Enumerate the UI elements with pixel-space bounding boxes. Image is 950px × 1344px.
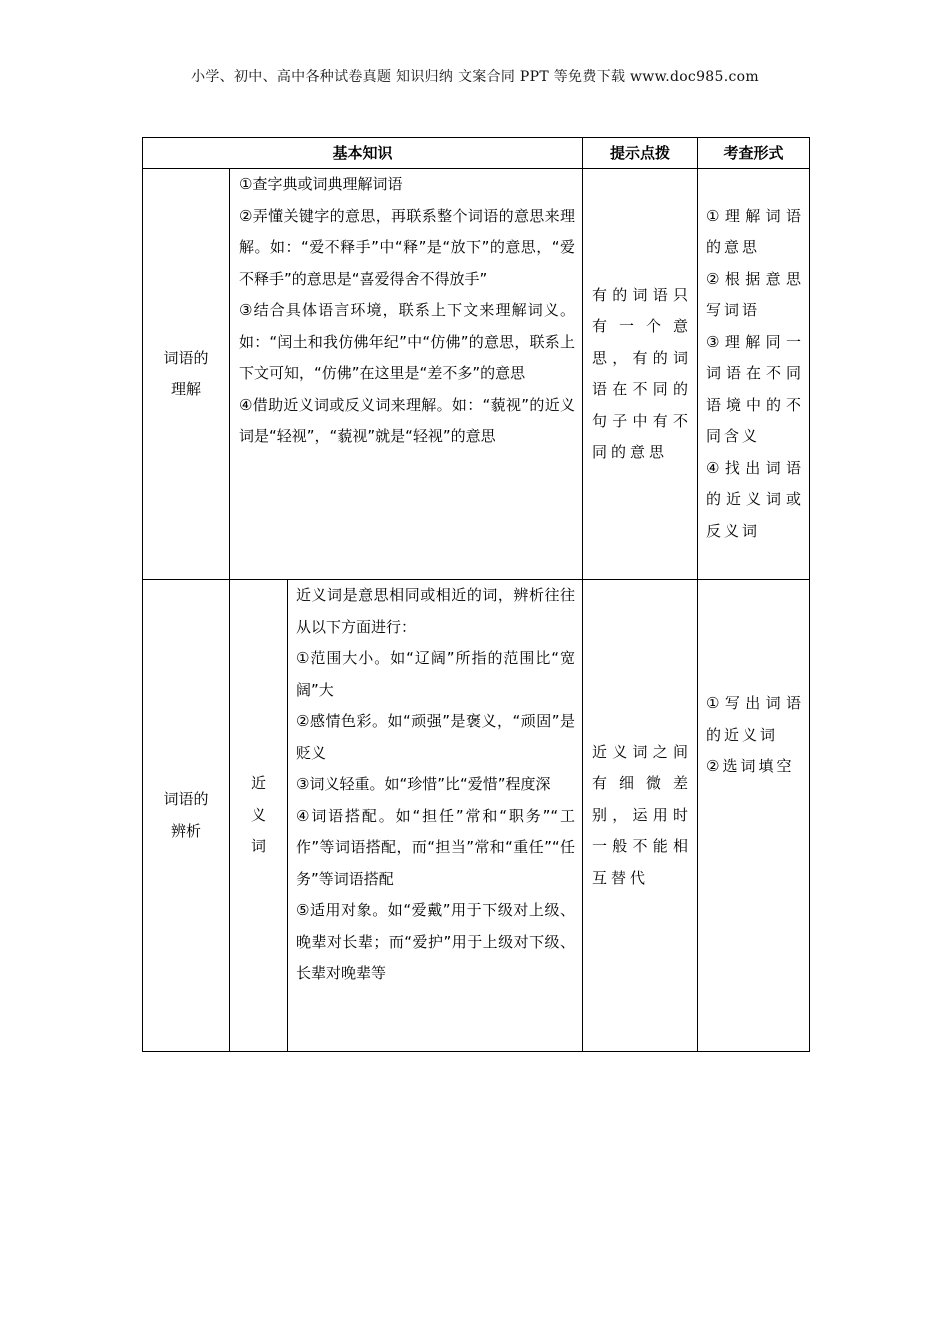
exam-form-cell: [698, 169, 810, 580]
header-tips: 提示点拨: [583, 138, 698, 169]
knowledge-item: ①范围大小。如“辽阔”所指的范围比“宽阔”大: [296, 649, 576, 699]
knowledge-table: [142, 137, 810, 1052]
topic-label-line: 词语的: [163, 348, 209, 367]
knowledge-item: ④词语搭配。如“担任”常和“职务”“工作”等词语搭配，而“担当”常和“重任”“任务”等词语搭配: [296, 806, 576, 888]
tips-text: 有的词语只有一个意思，有的词语在不同的句子中有不同的意思: [592, 285, 693, 461]
exam-form-cell: [698, 580, 810, 1052]
topic-cell: [143, 169, 230, 580]
knowledge-cell: [230, 169, 583, 580]
knowledge-item: ⑤适用对象。如“爱戴”用于下级对上级、晚辈对长辈；而“爱护”用于上级对下级、长辈对晚辈等: [296, 901, 576, 982]
knowledge-cell: [288, 580, 583, 1052]
subtopic-char: 义: [250, 805, 266, 824]
subtopic-char: 近: [250, 774, 266, 793]
topic-label-line: 词语的: [163, 790, 209, 808]
exam-form-item: ②根据意思写词语: [706, 269, 805, 320]
knowledge-item: ③词义轻重。如“珍惜”比“爱惜”程度深: [296, 775, 551, 793]
knowledge-item: 近义词是意思相同或相近的词，辨析往往从以下方面进行：: [296, 586, 576, 636]
knowledge-item: ④借助近义词或反义词来理解。如：“藐视”的近义词是“轻视”，“藐视”就是“轻视”的意思: [239, 395, 576, 445]
subtopic-cell: [230, 580, 288, 1052]
topic-cell: [143, 580, 230, 1052]
header-exam-form: 考查形式: [698, 138, 810, 169]
topic-label-line: 理解: [170, 380, 201, 398]
subtopic-char: 词: [250, 837, 266, 856]
knowledge-item: ③结合具体语言环境，联系上下文来理解词义。如：“闰土和我仿佛年纪”中“仿佛”的意思，联系上下文可知，“仿佛”在这里是“差不多”的意思: [239, 301, 576, 382]
knowledge-item: ②感情色彩。如“顽强”是褒义，“顽固”是贬义: [296, 712, 576, 762]
table-header-row: [143, 138, 810, 169]
exam-form-item: ③理解同一词语在不同语境中的不同含义: [706, 332, 805, 446]
knowledge-item: ①查字典或词典理解词语: [239, 175, 403, 193]
tips-text: 近义词之间有细微差别，运用时一般不能相互替代: [592, 742, 693, 887]
exam-form-item: ①写出词语的近义词: [706, 694, 805, 744]
page-header: 小学、初中、高中各种试卷真题 知识归纳 文案合同 PPT 等免费下载 www.doc985.com: [191, 69, 759, 85]
exam-form-item: ④找出词语的近义词或反义词: [706, 458, 805, 540]
table-row: [143, 169, 810, 580]
table-row: [143, 580, 810, 1052]
knowledge-item: ②弄懂关键字的意思，再联系整个词语的意思来理解。如：“爱不释手”中“释”是“放下”的意思，“爱不释手”的意思是“喜爱得舍不得放手”: [239, 206, 576, 288]
exam-form-item: ②选词填空: [706, 757, 795, 775]
header-basic-knowledge: 基本知识: [143, 138, 583, 169]
tips-cell: [583, 169, 698, 580]
topic-label-line: 辨析: [170, 821, 201, 840]
tips-cell: [583, 580, 698, 1052]
exam-form-item: ①理解词语的意思: [706, 206, 805, 257]
